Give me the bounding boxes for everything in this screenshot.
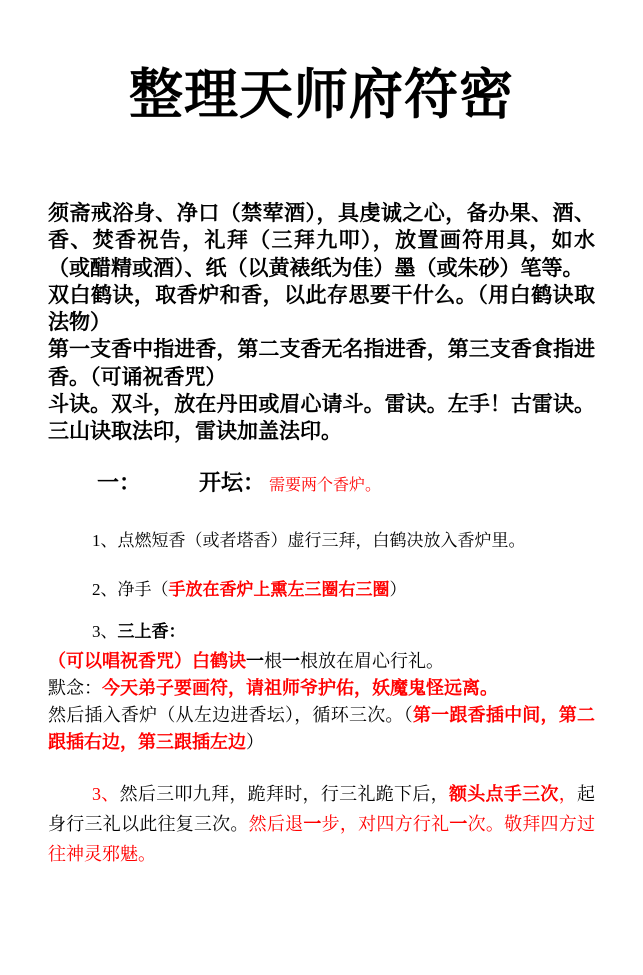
text-segment: 一 <box>449 813 468 834</box>
step-1-light-incense <box>92 527 595 554</box>
intro-section <box>48 200 595 446</box>
section-number: 一： <box>97 469 142 495</box>
text-segment: 步，对四方行礼 <box>321 813 450 834</box>
text-segment: 一 <box>303 813 322 834</box>
text-segment: 1、点燃短香（或者塔香）虚行三拜，白鹤决放入香炉里。 <box>92 530 526 550</box>
text-segment: 然后三叩九拜，跪拜时，行三礼跪下后， <box>119 783 449 804</box>
silent-prayer-line <box>48 675 595 702</box>
text-segment: 一 <box>246 650 264 671</box>
intro-paragraph: 斗诀。双斗，放在丹田或眉心请斗。雷诀。左手！古雷诀。三山诀取法印，雷诀加盖法印。 <box>48 392 595 444</box>
section-note: 需要两个香炉。 <box>269 476 382 494</box>
document-title: 整理天师府符密 <box>129 65 514 125</box>
text-segment: 2、净手（ <box>92 579 169 599</box>
text-segment: 一 <box>282 650 300 671</box>
text-segment: 3、 <box>92 783 120 804</box>
intro-paragraph: 须斋戒浴身、净口（禁荤酒），具虔诚之心，备办果、酒、香、焚香祝告，礼拜（三拜九叩），放置画符用具，如水（或醋精或酒）、纸（以黄裱纸为佳）墨（或朱砂）笔等。 <box>48 201 595 280</box>
intro-paragraph: 双白鹤诀，取香炉和香，以此存思要干什么。（用白鹤诀取法物） <box>48 282 595 335</box>
section-one-heading <box>97 468 595 500</box>
text-segment: 根 <box>264 650 282 671</box>
intro-paragraph: 第一支香中指进香，第二支香无名指进香，第三支香食指进香。（可诵祝香咒） <box>48 337 595 389</box>
text-segment: 起身行三礼以此往复三次。 <box>48 783 596 834</box>
text-segment: 默念： <box>48 677 102 698</box>
text-segment: 然后插入香炉（从左边进香坛），循环三次。（ <box>48 704 413 725</box>
text-segment: ） <box>389 579 407 599</box>
text-segment: 3、 <box>92 621 118 641</box>
incense-ritual-line <box>48 648 595 675</box>
document-page <box>0 62 643 975</box>
text-segment: 额头点手三次 <box>448 783 559 804</box>
text-segment: （可以唱祝香咒）白鹤诀 <box>48 650 246 671</box>
text-segment: 次。敬拜四方过往神灵邪魅。 <box>48 813 596 864</box>
text-segment: ） <box>246 731 264 752</box>
text-segment: 根放在眉心行礼。 <box>300 650 444 671</box>
text-segment: 手放在香炉上熏左三圈右三圈 <box>168 579 390 599</box>
text-segment: 第一跟香插中间，第二跟插右边，第三跟插左边 <box>48 704 596 752</box>
bow-ritual-paragraph <box>48 779 595 869</box>
section-title: 开坛： <box>199 469 266 495</box>
text-segment: 今天弟子要画符，请祖师爷护佑，妖魔鬼怪远离。 <box>102 677 498 698</box>
steps-section <box>48 527 595 869</box>
text-segment: 三上香： <box>117 621 186 641</box>
step-3-heading <box>92 618 595 645</box>
text-segment: 然后退 <box>248 813 304 834</box>
insert-incense-line <box>48 702 595 756</box>
document-content <box>48 200 595 869</box>
text-segment: ， <box>558 783 578 804</box>
step-2-clean-hands <box>92 576 595 603</box>
